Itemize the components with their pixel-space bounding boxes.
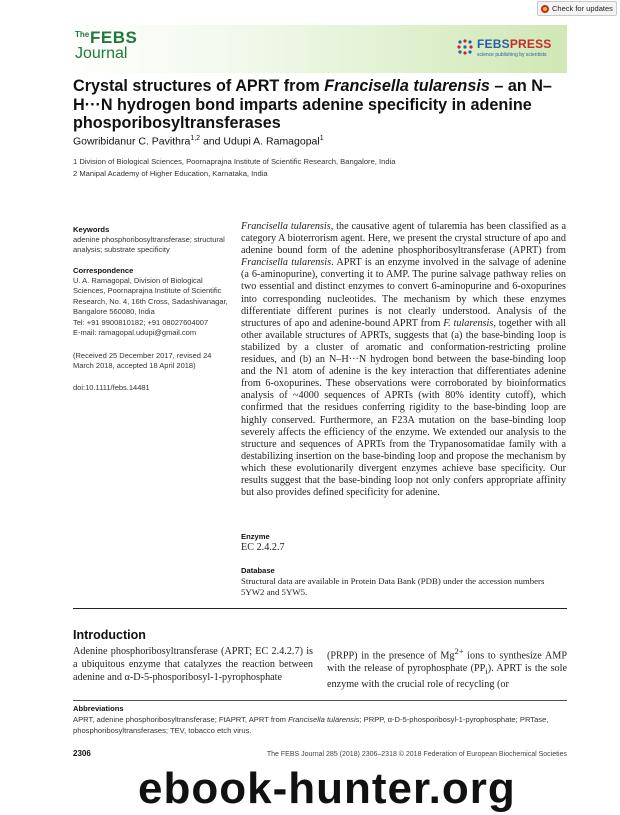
affiliation-1: 1 Division of Biological Sciences, Poornaprajna Institute of Scientific Research, Bangalore, India bbox=[73, 157, 396, 166]
crossmark-icon bbox=[541, 5, 549, 13]
introduction-right-column bbox=[327, 645, 567, 691]
abstract-text-1: , the causative agent of tularemia has been classified as a category A bioterrorism agent. Here, we present the crystal structure of apo and adenine bound form of the adenine phosphoribosyltransferase (APRT) from bbox=[241, 221, 567, 257]
title-species: Francisella tularensis bbox=[324, 77, 490, 95]
check-for-updates-label: Check for updates bbox=[552, 4, 613, 13]
intro-right-sub: i bbox=[485, 666, 488, 677]
intro-right-sup: 2+ bbox=[454, 646, 464, 656]
title-part-1: Crystal structures of APRT from bbox=[73, 77, 325, 95]
author-2: Udupi A. Ramagopal bbox=[223, 135, 320, 148]
abstract-text-2: . APRT is an enzyme involved in the salvage of adenine (a 6-aminopurine), converting it to AMP. The purine salvage pathway relies on two essential and distinct enzymes to convert 6-aminopurine and 6-oxopurines into corresponding nucleotides. The mechanism by which these enzymes differentiate different purines is not clearly understood. Analysis of the structures of apo and adenine-bound APRT from bbox=[241, 257, 566, 329]
abbr-text-1: APRT, adenine phosphoribosyltransferase; FtAPRT, APRT from bbox=[73, 715, 289, 724]
press-name-accent: PRESS bbox=[509, 37, 552, 51]
correspondence-tel: Tel: +91 9900810182; +91 08027604007 bbox=[73, 317, 209, 327]
press-tagline: science publishing by scientists bbox=[477, 52, 547, 58]
febs-journal-logo bbox=[75, 28, 145, 68]
press-name bbox=[477, 37, 552, 51]
received-dates: (Received 25 December 2017, revised 24 March 2018, accepted 18 April 2018) bbox=[73, 351, 212, 371]
abstract bbox=[241, 221, 566, 499]
abstract-species-2: Francisella tularensis bbox=[241, 257, 332, 269]
title-part-2: – an N–H···N hydrogen bond imparts adenine specificity in adenine phosporibosyltransferases bbox=[73, 77, 552, 132]
running-footer: The FEBS Journal 285 (2018) 2306–2318 © 2018 Federation of European Biochemical Societies bbox=[266, 751, 567, 758]
febs-press-logo bbox=[456, 36, 566, 62]
abbreviations-divider bbox=[73, 700, 567, 701]
enzyme-heading: Enzyme bbox=[241, 532, 270, 541]
keywords-text: adenine phosphoribosyltransferase; structural analysis; substrate specificity bbox=[73, 235, 225, 255]
logo-febs: FEBS bbox=[90, 28, 138, 47]
abstract-species-3: F. tularensis bbox=[443, 317, 494, 329]
abstract-species-1: Francisella tularensis bbox=[241, 221, 331, 232]
author-2-affiliation: 1 bbox=[319, 135, 324, 142]
enzyme-value: EC 2.4.2.7 bbox=[241, 542, 285, 553]
intro-right-b: ions to synthesize AMP with the release of pyrophosphate (PP bbox=[327, 650, 567, 675]
author-line bbox=[73, 135, 567, 148]
watermark: ebook-hunter.org bbox=[138, 764, 516, 813]
check-for-updates-button[interactable] bbox=[537, 1, 617, 16]
introduction-left-column: Adenine phosphoribosyltransferase (APRT; EC 2.4.2.7) is a ubiquitous enzyme that catalyzes the reaction between adenine and α-D-5-phosporibosyl-1-pyrophosphate bbox=[73, 646, 313, 683]
correspondence-address: U. A. Ramagopal, Division of Biological Sciences, Poornaprajna Institute of Scientific Research, No. 4, 16th Cross, Sadashivanagar, Bangalore 560080, India bbox=[73, 276, 228, 317]
author-1-affiliation: 1,2 bbox=[190, 135, 201, 142]
database-text: Structural data are available in Protein Data Bank (PDB) under the accession numbers 5YW2 and 5YW5. bbox=[241, 576, 545, 597]
introduction-heading: Introduction bbox=[73, 628, 146, 642]
abstract-text-3: , together with all other available structures of APRTs, suggests that (a) the base-binding loop is stabilized by a cluster of aromatic and conformation-restricting proline residues, and (b) an N–H···N hydrogen bond between the base-binding loop and the N1 atom of adenine is the key interaction that differentiates adenine from 6-oxopurines. These observations were corroborated by bioinformatics analysis of ~4000 sequences of APRTs (with 80% identity cutoff), which confirmed that the residues conferring rigidity to the base-binding loop are highly conserved. Furthermore, an F23A mutation on the base-binding loop severely affects the efficiency of the enzyme. We extended our analysis to the structure and sequences of APRTs from the Trypanosomatidae family with a destabilizing insertion on the base-binding loop and propose the mechanism by which these evolutionarily divergent enzymes achieve base specificity. Our results suggest that the base-binding loop not only confers appropriate affinity but also provides defined specificity for adenine. bbox=[241, 317, 566, 499]
author-separator: and bbox=[200, 135, 224, 148]
doi-link[interactable]: doi:10.1111/febs.14481 bbox=[73, 383, 150, 392]
intro-right-a: (PRPP) in the presence of Mg bbox=[327, 650, 455, 662]
correspondence-email[interactable]: E-mail: ramagopal.udupi@gmail.com bbox=[73, 328, 197, 338]
correspondence-text bbox=[73, 276, 231, 338]
database-heading: Database bbox=[241, 566, 275, 575]
febs-press-dots-icon bbox=[456, 38, 474, 56]
press-name-main: FEBS bbox=[477, 37, 510, 51]
abbr-species: Francisella tularensis bbox=[288, 715, 360, 724]
intro-right-c: ). APRT is the sole enzyme with the crucial role of recycling (or bbox=[327, 663, 567, 691]
section-divider bbox=[73, 608, 567, 609]
abbr-text-2: ; PRPP, α-D-5-phosporibosyl-1-pyrophosphate; PRTase, phosphoribosyltransferases; TEV, tobacco etch virus. bbox=[73, 715, 549, 735]
logo-journal: Journal bbox=[75, 45, 128, 62]
affiliation-2: 2 Manipal Academy of Higher Education, Karnataka, India bbox=[73, 169, 268, 178]
abbreviations-heading: Abbreviations bbox=[73, 704, 124, 713]
logo-the: The bbox=[75, 30, 90, 39]
correspondence-heading: Correspondence bbox=[73, 266, 134, 275]
article-title bbox=[73, 77, 567, 133]
abbreviations-text bbox=[73, 715, 567, 736]
author-1: Gowribidanur C. Pavithra bbox=[73, 135, 191, 148]
keywords-heading: Keywords bbox=[73, 225, 110, 234]
page-number: 2306 bbox=[73, 749, 91, 758]
